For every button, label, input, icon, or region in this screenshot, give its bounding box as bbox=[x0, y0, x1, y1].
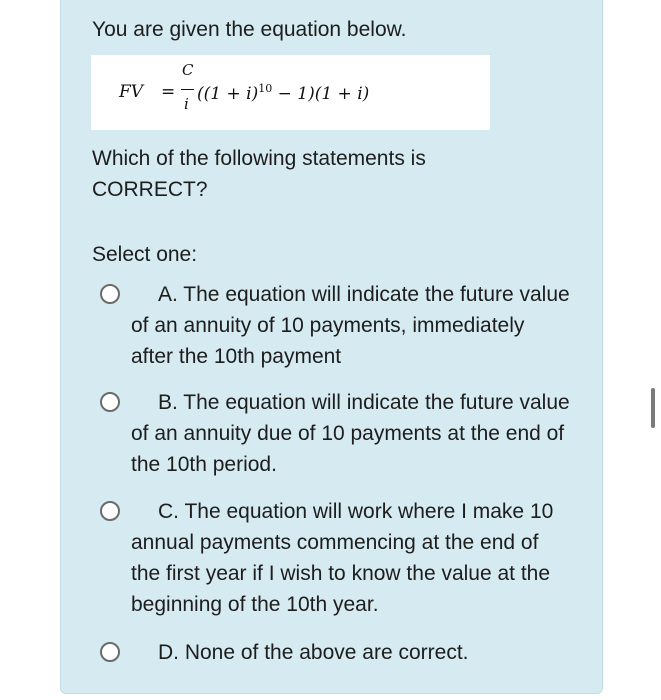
equation-equals: = bbox=[161, 82, 176, 102]
option-c[interactable] bbox=[100, 496, 570, 622]
option-b[interactable] bbox=[100, 387, 570, 482]
equation-body-part2: − 1)(1 + i) bbox=[272, 84, 370, 104]
equation-exponent: 10 bbox=[258, 82, 273, 95]
option-c-label[interactable]: C. The equation will work where I make 10 annual payments commencing at the end of the first year if I wish to know the value at the beginning of the 10th year. bbox=[131, 500, 554, 616]
equation-denominator: i bbox=[184, 95, 189, 113]
question-prompt: Which of the following statements is CORRECT? bbox=[92, 147, 426, 201]
option-d-radio[interactable] bbox=[100, 642, 120, 662]
equation bbox=[91, 55, 490, 130]
option-b-radio[interactable] bbox=[100, 392, 120, 412]
option-d[interactable] bbox=[100, 637, 570, 670]
option-a[interactable] bbox=[100, 279, 570, 374]
scrollbar[interactable] bbox=[651, 388, 655, 428]
equation-lhs: FV bbox=[119, 82, 144, 102]
option-a-label[interactable]: A. The equation will indicate the future value of an annuity of 10 payments, immediately after the 10th payment bbox=[131, 283, 570, 368]
equation-body-part1: ((1 + i) bbox=[197, 84, 259, 104]
equation-body bbox=[197, 82, 369, 104]
question-intro: You are given the equation below. bbox=[92, 18, 407, 41]
equation-numerator: C bbox=[182, 61, 194, 79]
equation-image bbox=[91, 55, 490, 130]
option-d-label[interactable]: D. None of the above are correct. bbox=[158, 641, 469, 664]
option-b-label[interactable]: B. The equation will indicate the future value of an annuity due of 10 payments at the end of the 10th period. bbox=[131, 391, 570, 476]
equation-fraction-bar bbox=[181, 89, 194, 90]
select-one-label: Select one: bbox=[92, 243, 198, 266]
option-c-radio[interactable] bbox=[100, 501, 120, 521]
option-a-radio[interactable] bbox=[100, 284, 120, 304]
